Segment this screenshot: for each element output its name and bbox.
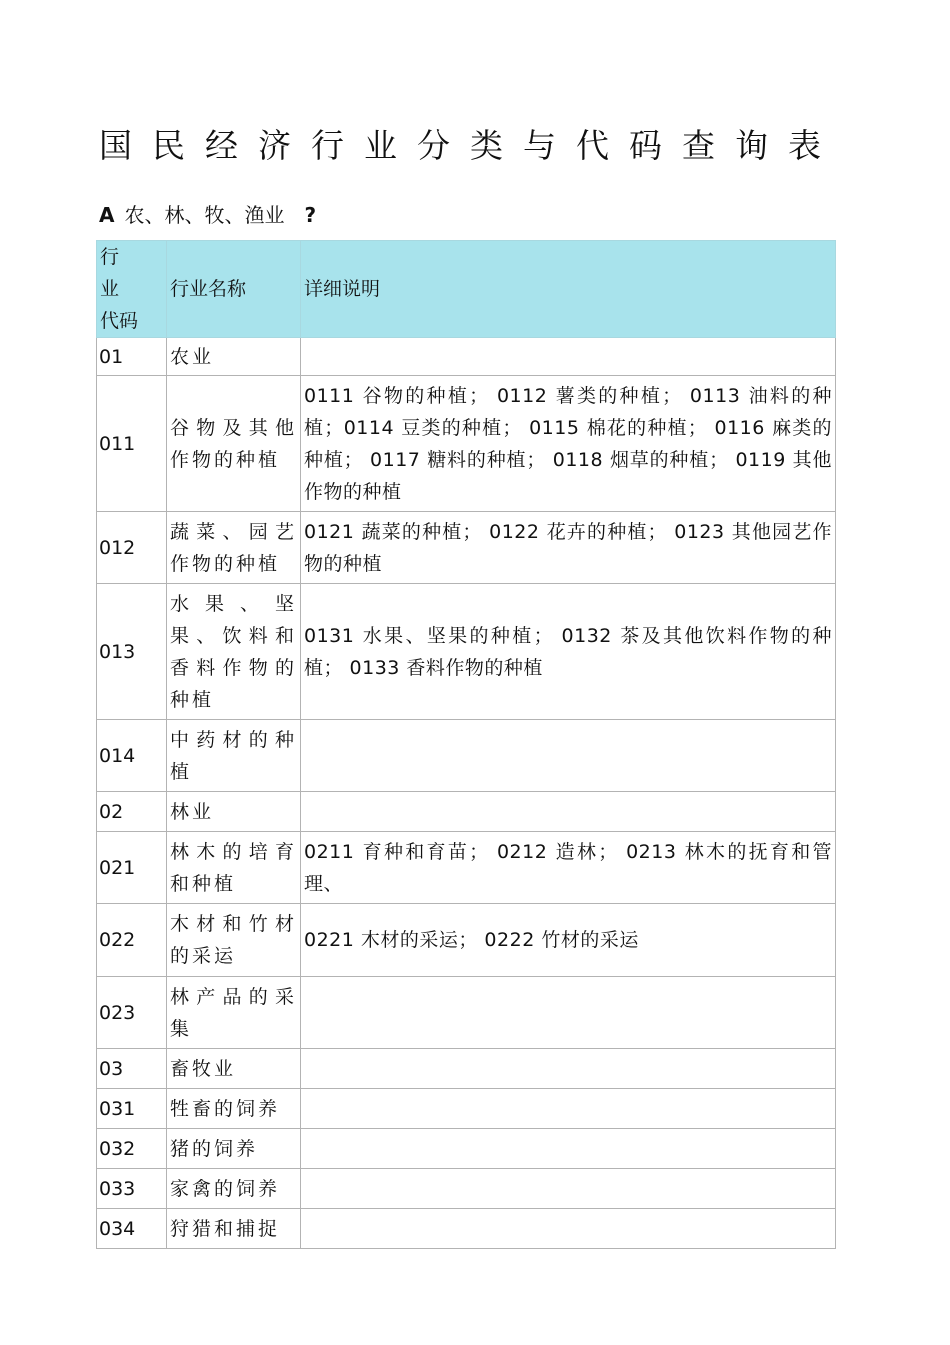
section-mark: ? — [304, 203, 317, 227]
table-row — [97, 977, 836, 1049]
row-desc — [301, 1169, 836, 1209]
row-code: 011 — [97, 376, 167, 512]
section-heading — [99, 200, 316, 230]
header-code — [97, 241, 167, 338]
header-code-line1: 行 业 — [100, 246, 136, 300]
row-name: 蔬菜、园艺作物的种植 — [167, 512, 301, 584]
row-code: 022 — [97, 904, 167, 977]
row-name: 木材和竹材的采运 — [167, 904, 301, 977]
table-row — [97, 792, 836, 832]
row-name: 林木的培育和种植 — [167, 832, 301, 904]
table-row — [97, 720, 836, 792]
row-code: 01 — [97, 338, 167, 376]
row-desc: 0131 水果、坚果的种植； 0132 茶及其他饮料作物的种植； 0133 香料作物的种植 — [301, 584, 836, 720]
row-name: 水果、坚果、饮料和香料作物的种植 — [167, 584, 301, 720]
row-desc — [301, 1209, 836, 1249]
table-row — [97, 338, 836, 376]
row-code: 034 — [97, 1209, 167, 1249]
row-name: 猪的饲养 — [167, 1129, 301, 1169]
row-code: 033 — [97, 1169, 167, 1209]
table-row — [97, 584, 836, 720]
table-row — [97, 512, 836, 584]
row-code: 023 — [97, 977, 167, 1049]
row-code: 012 — [97, 512, 167, 584]
row-desc: 0121 蔬菜的种植； 0122 花卉的种植； 0123 其他园艺作物的种植 — [301, 512, 836, 584]
header-code-line2: 代码 — [100, 310, 139, 332]
row-desc: 0211 育种和育苗； 0212 造林； 0213 林木的抚育和管理、 — [301, 832, 836, 904]
row-code: 014 — [97, 720, 167, 792]
row-desc — [301, 338, 836, 376]
section-name: 农、林、牧、渔业 — [124, 203, 285, 227]
row-desc — [301, 720, 836, 792]
row-name: 农业 — [167, 338, 301, 376]
row-desc — [301, 1089, 836, 1129]
row-desc — [301, 977, 836, 1049]
row-desc — [301, 1049, 836, 1089]
row-desc — [301, 1129, 836, 1169]
row-desc — [301, 792, 836, 832]
section-letter: A — [99, 203, 115, 227]
row-desc: 0111 谷物的种植； 0112 薯类的种植； 0113 油料的种植；0114 豆类的种植； 0115 棉花的种植； 0116 麻类的种植； 0117 糖料的种植； 0118 烟草的种植； 0119 其他作物的种植 — [301, 376, 836, 512]
row-name: 畜牧业 — [167, 1049, 301, 1089]
row-name: 牲畜的饲养 — [167, 1089, 301, 1129]
industry-code-table — [96, 240, 836, 1249]
table-row — [97, 376, 836, 512]
header-name: 行业名称 — [167, 241, 301, 338]
document-title: 国民经济行业分类与代码查询表 — [99, 126, 841, 165]
table-row — [97, 1169, 836, 1209]
row-code: 021 — [97, 832, 167, 904]
row-name: 林产品的采集 — [167, 977, 301, 1049]
table-row — [97, 1209, 836, 1249]
row-name: 中药材的种植 — [167, 720, 301, 792]
table-row — [97, 1049, 836, 1089]
table-row — [97, 904, 836, 977]
row-name: 谷物及其他作物的种植 — [167, 376, 301, 512]
table-row — [97, 832, 836, 904]
header-desc: 详细说明 — [301, 241, 836, 338]
row-code: 03 — [97, 1049, 167, 1089]
row-code: 032 — [97, 1129, 167, 1169]
row-code: 031 — [97, 1089, 167, 1129]
row-name: 林业 — [167, 792, 301, 832]
table-row — [97, 1129, 836, 1169]
row-code: 02 — [97, 792, 167, 832]
table-row — [97, 1089, 836, 1129]
row-code: 013 — [97, 584, 167, 720]
row-name: 家禽的饲养 — [167, 1169, 301, 1209]
row-name: 狩猎和捕捉 — [167, 1209, 301, 1249]
row-desc: 0221 木材的采运； 0222 竹材的采运 — [301, 904, 836, 977]
table-header-row — [97, 241, 836, 338]
